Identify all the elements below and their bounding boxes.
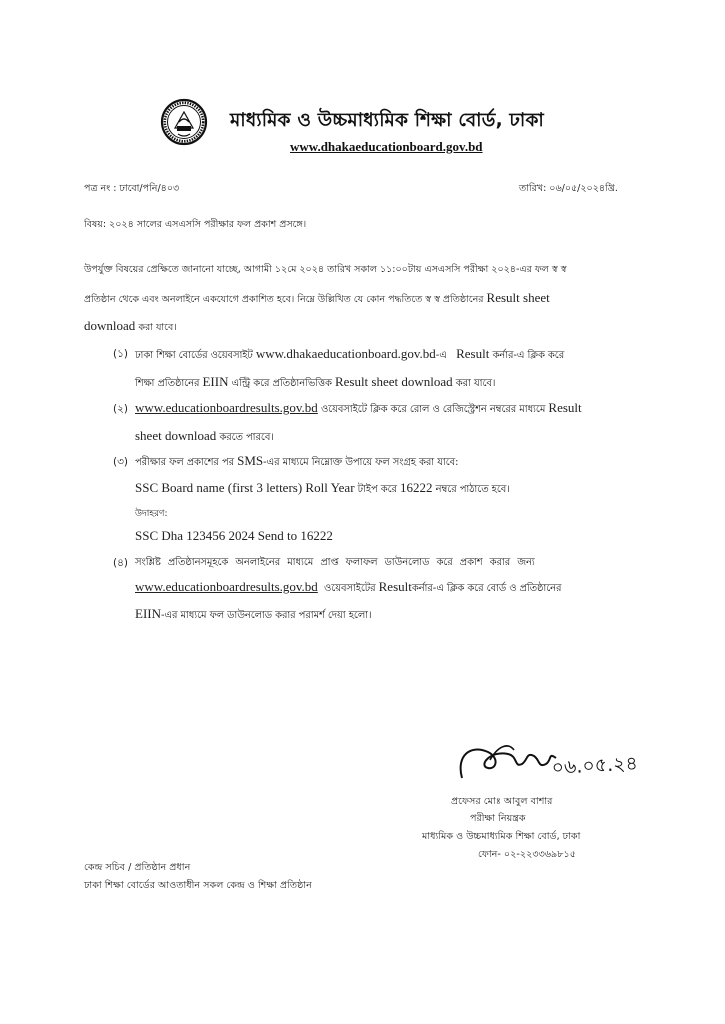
signatory-office: মাধ্যমিক ও উচ্চমাধ্যমিক শিক্ষা বোর্ড, ঢাকা [422, 831, 581, 842]
item-3-shortcode: 16222 [400, 480, 433, 495]
memo-date: তারিখ: ০৬/০৫/২০২৪খ্রি. [519, 183, 618, 194]
body-line-3-download: download [84, 318, 136, 333]
item-4-text-a: ওয়েবসাইটের [324, 583, 376, 594]
item-4-eiin: EIIN [135, 606, 161, 621]
item-1-text-b: কর্নার-এ ক্লিক করে [492, 350, 565, 361]
item-3-number: (৩) [113, 456, 129, 468]
item-3-text-a: পরীক্ষার ফল প্রকাশের পর [135, 457, 234, 468]
signatory-title: পরীক্ষা নিয়ন্ত্রক [470, 813, 526, 824]
body-line-3-text: করা যাবে। [138, 322, 177, 333]
signatory-phone: ফোন- ০২-২২৩৩৬৯৮১৫ [478, 849, 576, 860]
board-website-link[interactable]: www.dhakaeducationboard.gov.bd [290, 139, 483, 154]
item-3-text-c: টাইপ করে [357, 484, 397, 495]
item-2-line-2 [135, 428, 274, 447]
item-2-text-a: ওয়েবসাইটে ক্লিক করে রোল ও রেজিস্ট্রেশন নম্বরের মাধ্যমে [320, 404, 546, 415]
body-line-2-result-sheet: Result sheet [486, 290, 550, 305]
item-1-result: Result [456, 346, 490, 361]
item-4-line-3 [135, 606, 372, 625]
item-1-eiin: EIIN [202, 374, 229, 389]
item-3-example-label: উদাহরণ: [135, 509, 168, 519]
item-1-text-suffix: -এ [435, 350, 447, 361]
board-name-title: মাধ্যমিক ও উচ্চমাধ্যমিক শিক্ষা বোর্ড, ঢাকা [230, 110, 544, 131]
item-3-line-1 [135, 453, 458, 472]
body-line-1: উপর্যুক্ত বিষয়ের প্রেক্ষিতে জানানো যাচ্ছে, আগামী ১২মে ২০২৪ তারিখ সকাল ১১:০০টায় এসএসসি পরীক্ষা ২০২৪-এর ফল স্ব স্ব [84, 264, 567, 275]
recipient-line-1: কেন্দ্র সচিব / প্রতিষ্ঠান প্রধান [84, 862, 191, 873]
signatory-name: প্রফেসর মোঃ আবুল বাশার [451, 796, 553, 807]
signature-date: ০৬.০৫.২৪ [551, 752, 639, 779]
item-1-text-c: শিক্ষা প্রতিষ্ঠানের [135, 378, 200, 389]
item-1-text-a: ঢাকা শিক্ষা বোর্ডের ওয়েবসাইট [135, 350, 253, 361]
item-3-text-b: -এর মাধ্যমে নিম্নোক্ত উপায়ে ফল সংগ্রহ করা যাবে: [263, 457, 459, 468]
item-1-line-2 [135, 374, 495, 393]
item-4-line-2 [135, 579, 561, 598]
board-seal-logo [160, 98, 208, 146]
item-2-number: (২) [113, 403, 129, 415]
item-1-line-1 [135, 346, 564, 365]
body-line-2-text: প্রতিষ্ঠান থেকে এবং অনলাইনে একযোগে প্রকাশিত হবে। নিম্নে উল্লিখিত যে কোন পদ্ধতিতে স্ব স্ব প্রতিষ্ঠানের [84, 294, 484, 305]
item-3-sms-format: SSC Board name (first 3 letters) Roll Year [135, 480, 355, 495]
item-2-results-url[interactable]: www.educationboardresults.gov.bd [135, 400, 318, 415]
item-4-result: Result [378, 579, 412, 594]
item-4-text-b: কর্নার-এ ক্লিক করে বোর্ড ও প্রতিষ্ঠানের [411, 583, 562, 594]
item-4-number: (৪) [113, 557, 129, 569]
item-4-line-1: সংশ্লিষ্ট প্রতিষ্ঠানসমূহকে অনলাইনের মাধ্যমে প্রাপ্ত ফলাফল ডাউনলোড করে প্রকাশ করার জন্য [135, 557, 535, 568]
item-1-text-e: করা যাবে। [455, 378, 496, 389]
item-2-text-b: করতে পারবে। [219, 432, 274, 443]
memo-subject: বিষয়: ২০২৪ সালের এসএসসি পরীক্ষার ফল প্রকাশ প্রসঙ্গে। [84, 219, 307, 230]
item-4-results-url[interactable]: www.educationboardresults.gov.bd [135, 579, 318, 594]
item-1-number: (১) [113, 348, 129, 360]
body-line-3 [84, 318, 177, 336]
item-1-result-sheet: Result sheet download [334, 374, 453, 389]
memo-reference: পত্র নং : ঢাবো/পনি/৪০৩ [84, 183, 180, 194]
handwritten-signature [448, 716, 678, 786]
item-1-board-url[interactable]: www.dhakaeducationboard.gov.bd [255, 346, 436, 361]
body-line-2 [84, 290, 550, 308]
item-3-example: SSC Dha 123456 2024 Send to 16222 [135, 528, 333, 543]
item-2-sheet-download: sheet download [135, 428, 217, 443]
item-3-line-2 [135, 480, 510, 499]
item-2-result: Result [548, 400, 582, 415]
item-3-sms: SMS [237, 453, 264, 468]
recipient-line-2: ঢাকা শিক্ষা বোর্ডের আওতাধীন সকল কেন্দ্র ও শিক্ষা প্রতিষ্ঠান [84, 880, 312, 891]
item-1-text-d: এন্ট্রি করে প্রতিষ্ঠানভিত্তিক [231, 378, 332, 389]
item-3-text-d: নম্বরে পাঠাতে হবে। [435, 484, 510, 495]
item-2-line-1 [135, 400, 582, 419]
item-4-text-c: -এর মাধ্যমে ফল ডাউনলোড করার পরামর্শ দেয়া হলো। [161, 610, 372, 621]
